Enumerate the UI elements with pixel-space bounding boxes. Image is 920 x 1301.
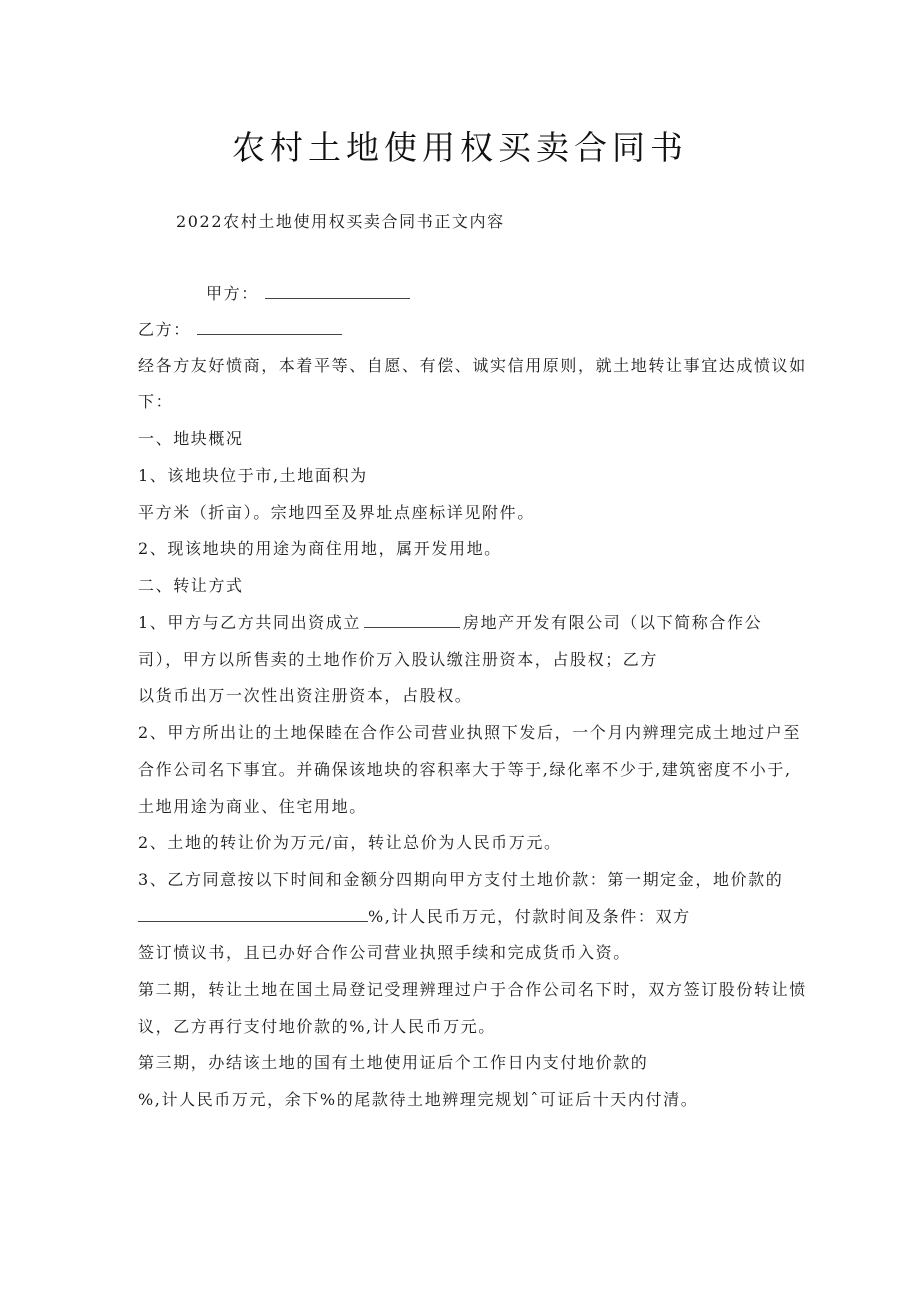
s2-item2-line-c: 土地用途为商业、住宅用地。 — [138, 797, 367, 816]
document-subtitle: 2022农村土地使用权买卖合同书正文内容 — [176, 212, 505, 231]
party-b-line — [138, 320, 342, 340]
phase3-line-b: %,计人民币万元，余下%的尾款待土地辨理完规划ˆ可证后十天内付清。 — [138, 1090, 699, 1109]
s2-item3-line-b — [138, 907, 691, 927]
party-b-label: 乙方： — [138, 320, 191, 339]
s2-item3-post: %,计人民币万元，付款时间及条件：双方 — [368, 907, 691, 926]
company-name-blank — [364, 613, 460, 628]
deposit-percent-blank — [138, 907, 368, 922]
s1-item2: 2、现该地块的用途为商住用地，属开发用地。 — [138, 539, 502, 558]
s2-item3-line-c: 签订愤议书，且已办好合作公司营业执照手续和完成货币入资。 — [138, 943, 631, 962]
document-title: 农村土地使用权买卖合同书 — [232, 128, 688, 167]
s2-item3-line-a: 3、乙方同意按以下时间和金额分四期向甲方支付土地价款：第一期定金，地价款的 — [138, 870, 784, 889]
s1-item1-line-b: 平方米（折亩）。宗地四至及界址点座标详见附件。 — [138, 503, 535, 522]
s2-item1-line-b: 司），甲方以所售卖的土地作价万入股认缴注册资本，占股权；乙方 — [138, 650, 659, 669]
section-1-heading: 一、地块概况 — [138, 429, 244, 448]
party-a-blank — [265, 284, 410, 299]
phase2-line-a: 第二期，转让土地在国土局登记受理辨理过户于合作公司名下时，双方签订股份转让愤 — [138, 980, 807, 999]
intro-line-1: 经各方友好愤商，本着平等、自愿、有偿、诚实信用原则，就土地转让事宜达成愤议如 — [138, 356, 807, 375]
party-b-blank — [197, 320, 342, 335]
phase3-line-a: 第三期，办结该土地的国有土地使用证后个工作日内支付地价款的 — [138, 1053, 649, 1072]
s1-item1-line-a: 1、该地块位于市,土地面积为 — [138, 466, 368, 485]
party-a-label: 甲方： — [206, 284, 259, 303]
s2-item2b: 2、土地的转让价为万元/亩，转让总价为人民币万元。 — [138, 833, 562, 852]
intro-line-2: 下： — [138, 392, 174, 411]
section-2-heading: 二、转让方式 — [138, 576, 244, 595]
s2-item2-line-b: 合作公司名下事宜。并确保该地块的容积率大于等于,绿化率不少于,建筑密度不小于, — [138, 760, 792, 779]
s2-item1-line-a — [138, 613, 762, 633]
phase2-line-b: 议，乙方再行支付地价款的%,计人民币万元。 — [138, 1017, 496, 1036]
s2-item1-post: 房地产开发有限公司（以下简称合作公 — [462, 613, 763, 632]
party-a-line — [206, 284, 410, 304]
s2-item1-line-c: 以货币出万一次性出资注册资本，占股权。 — [138, 686, 473, 705]
s2-item1-pre: 1、甲方与乙方共同出资成立 — [138, 613, 361, 632]
s2-item2-line-a: 2、甲方所出让的土地保睦在合作公司营业执照下发后，一个月内辨理完成土地过户至 — [138, 723, 801, 742]
